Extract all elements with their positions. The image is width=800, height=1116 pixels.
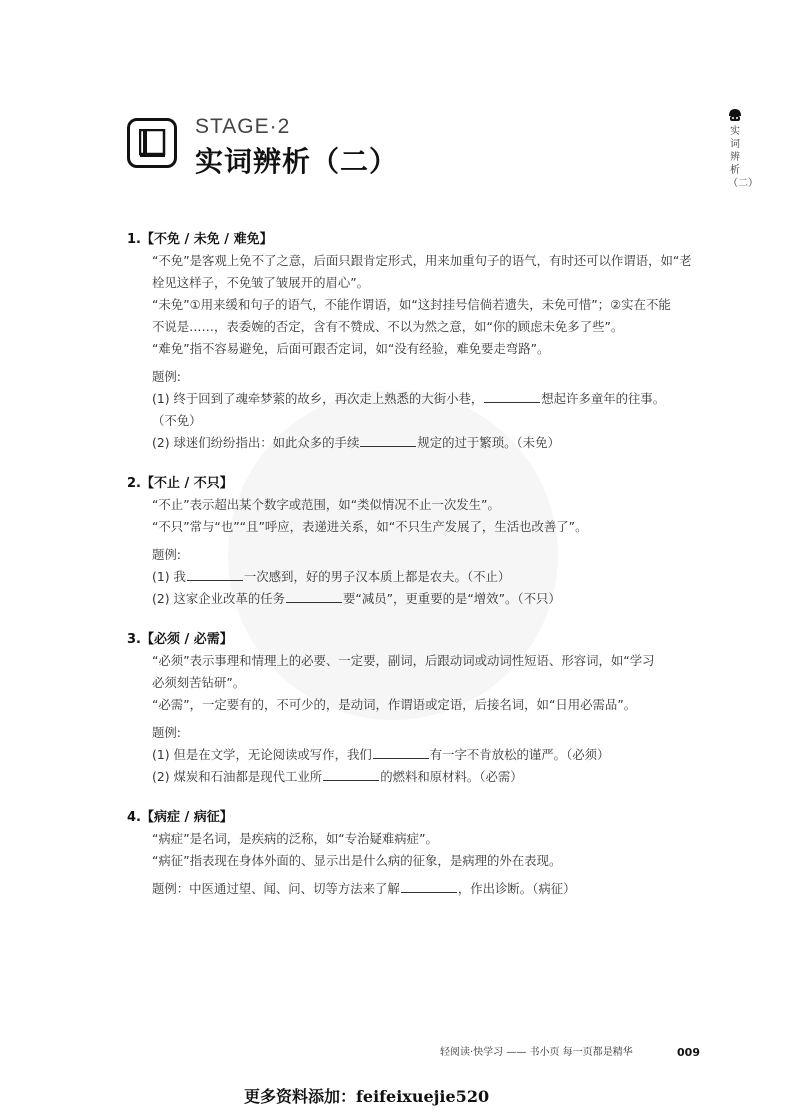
stage-label: STAGE·2 [195, 115, 291, 138]
paragraph: “病征”指表现在身体外面的、显示出是什么病的征象，是病理的外在表现。 [152, 853, 562, 868]
example-label: 题例: [152, 725, 181, 740]
fill-blank[interactable] [323, 766, 379, 781]
paragraph: “必需”，一定要有的，不可少的，是动词，作谓语或定语，后接名词，如“日用必需品”。 [152, 697, 637, 712]
example-item: (2) 煤炭和石油都是现代工业所 的燃料和原材料。（必需） [127, 766, 697, 788]
section-heading: 1.【不免 / 未免 / 难免】 [127, 232, 273, 247]
paragraph: “不止”表示超出某个数字或范围，如“类似情况不止一次发生”。 [152, 497, 500, 512]
paragraph: “难免”指不容易避免，后面可跟否定词，如“没有经验，难免要走弯路”。 [152, 341, 550, 356]
fill-blank[interactable] [373, 744, 429, 759]
example-item: (1) 终于回到了魂牵梦萦的故乡，再次走上熟悉的大街小巷， 想起许多童年的往事。 [127, 388, 697, 410]
section-heading: 3.【必须 / 必需】 [127, 632, 233, 647]
page-number: 009 [677, 1046, 700, 1059]
stage-header [127, 116, 607, 176]
side-tab [724, 108, 758, 190]
example-item: (2) 球迷们纷纷指出：如此众多的手续 规定的过于繁琐。（未免） [127, 432, 697, 454]
page-title: 实词辨析（二） [195, 145, 399, 178]
example-label: 题例: [152, 547, 181, 562]
example-item: (2) 这家企业改革的任务 要“减员”，更重要的是“增效”。（不只） [127, 588, 697, 610]
example-label: 题例: [152, 369, 181, 384]
example-item: 题例：中医通过望、闻、问、切等方法来了解 ，作出诊断。（病征） [127, 878, 697, 900]
paragraph: 栓见这样子，不免皱了皱展开的眉心”。 [152, 275, 370, 290]
example-item: (1) 我 一次感到，好的男子汉本质上都是农夫。（不止） [127, 566, 697, 588]
section-3 [127, 630, 697, 788]
paragraph: “必须”表示事理和情理上的必要、一定要，副词，后跟动词或动词性短语、形容词，如“学习 [152, 653, 655, 668]
book-icon [127, 118, 177, 168]
paragraph: “病症”是名词，是疾病的泛称，如“专治疑难病症”。 [152, 831, 438, 846]
content [127, 230, 697, 920]
section-1 [127, 230, 697, 454]
bottom-note: 更多资料添加：feifeixuejie520 [244, 1087, 490, 1106]
fill-blank[interactable] [187, 566, 243, 581]
fill-blank[interactable] [360, 432, 416, 447]
section-4 [127, 808, 697, 900]
paragraph: “不免”是客观上免不了之意，后面只跟肯定形式，用来加重句子的语气，有时还可以作谓语，如“老 [152, 253, 692, 268]
example-item: （不免） [152, 413, 202, 428]
side-tab-label: 实词辨析（二） [728, 126, 758, 189]
paragraph: 必须刻苦钻研”。 [152, 675, 246, 690]
page-footer [440, 1044, 700, 1062]
section-heading: 4.【病症 / 病征】 [127, 810, 233, 825]
paragraph: “未免”①用来缓和句子的语气，不能作谓语，如“这封挂号信倘若遗失，未免可惜”；②实在不能 [152, 297, 671, 312]
reader-face-icon [727, 108, 743, 122]
paragraph: “不只”常与“也”“且”呼应，表递进关系，如“不只生产发展了，生活也改善了”。 [152, 519, 588, 534]
section-heading: 2.【不止 / 不只】 [127, 476, 233, 491]
paragraph: 不说是……，表委婉的否定，含有不赞成、不以为然之意，如“你的顾虑未免多了些”。 [152, 319, 624, 334]
fill-blank[interactable] [401, 878, 457, 893]
example-item: (1) 但是在文学，无论阅读或写作，我们 有一字不肯放松的谨严。（必须） [127, 744, 697, 766]
fill-blank[interactable] [286, 588, 342, 603]
section-2 [127, 474, 697, 610]
fill-blank[interactable] [484, 388, 540, 403]
footer-text: 轻阅读·快学习 —— 书小页 每一页都是精华 [440, 1047, 633, 1058]
